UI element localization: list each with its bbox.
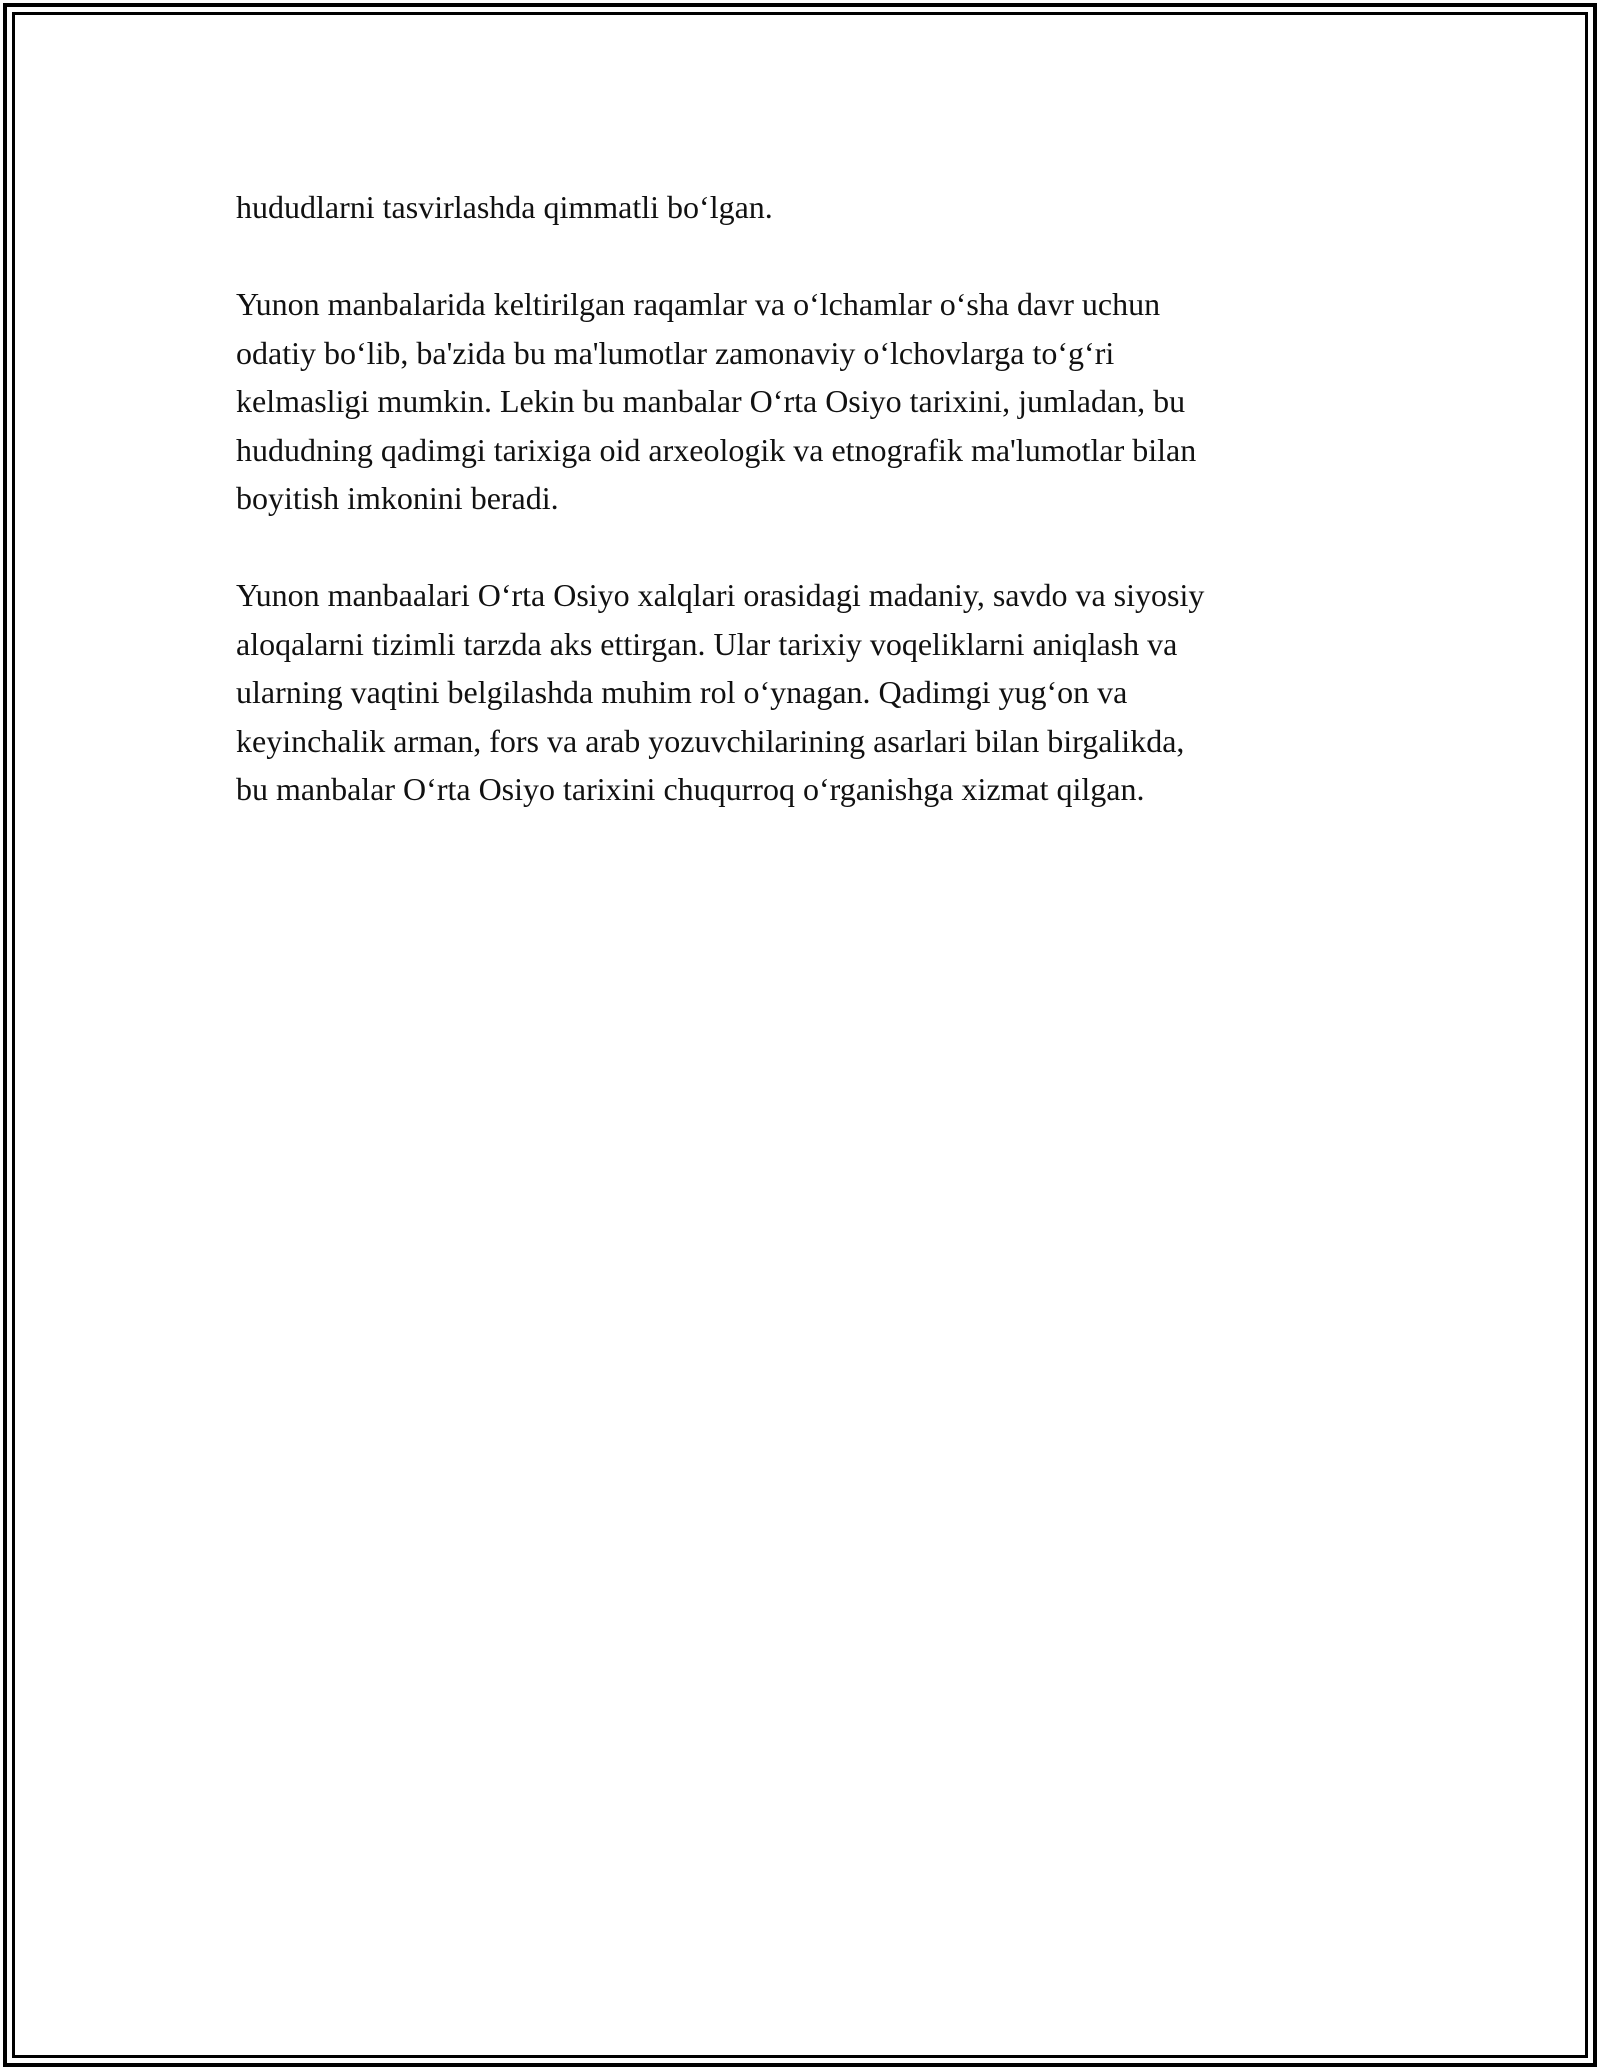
text-line: hududlarni tasvirlashda qimmatli bo‘lgan. (236, 189, 773, 225)
text-line: aloqalarni tizimli tarzda aks ettirgan. Ular tarixiy voqeliklarni aniqlash va (236, 625, 1178, 662)
text-line: ularning vaqtini belgilashda muhim rol o‘ynagan. Qadimgi yug‘on va (236, 674, 1128, 710)
text-line: hududning qadimgi tarixiga oid arxeologik va etnografik ma'lumotlar bilan (236, 431, 1197, 468)
text-line: kelmasligi mumkin. Lekin bu manbalar O‘rta Osiyo tarixini, jumladan, bu (236, 383, 1186, 419)
paragraph-greek-sources-relations (236, 571, 1366, 814)
paragraph-greek-sources-measurements (236, 280, 1366, 523)
text-line: Yunon manbalarida keltirilgan raqamlar va o‘lchamlar o‘sha davr uchun (236, 286, 1161, 322)
paragraph-continuation (236, 183, 1366, 232)
text-line: odatiy bo‘lib, ba'zida bu ma'lumotlar zamonaviy o‘lchovlarga to‘g‘ri (236, 334, 1115, 371)
text-line: boyitish imkonini beradi. (236, 480, 559, 516)
document-body (236, 183, 1366, 862)
text-line: Yunon manbaalari O‘rta Osiyo xalqlari orasidagi madaniy, savdo va siyosiy (236, 577, 1205, 613)
text-line: keyinchalik arman, fors va arab yozuvchilarining asarlari bilan birgalikda, (236, 722, 1185, 759)
text-line: bu manbalar O‘rta Osiyo tarixini chuqurroq o‘rganishga xizmat qilgan. (236, 771, 1145, 807)
